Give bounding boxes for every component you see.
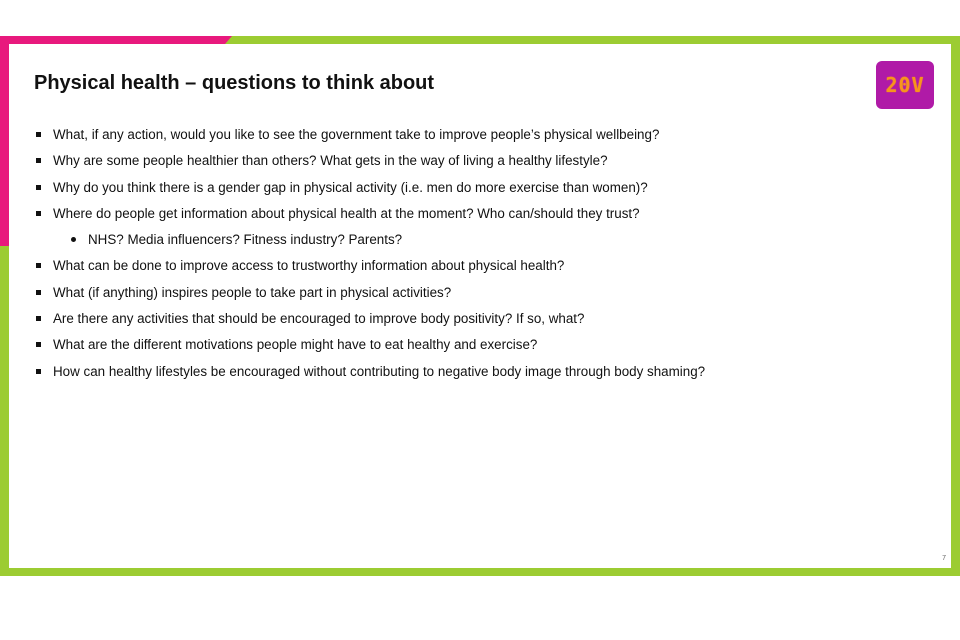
- list-item-text: How can healthy lifestyles be encouraged without contributing to negative body image through body shaming?: [53, 363, 706, 379]
- pink-accent-left: [0, 36, 9, 246]
- list-item-text: What can be done to improve access to trustworthy information about physical health?: [53, 258, 565, 274]
- logo-badge: [876, 61, 934, 109]
- round-bullet-icon: [71, 237, 76, 242]
- slide-content: [9, 44, 951, 568]
- square-bullet-icon: [36, 132, 41, 137]
- square-bullet-icon: [36, 316, 41, 321]
- list-item: [34, 359, 705, 385]
- list-item-text: Are there any activities that should be encouraged to improve body positivity? If so, what?: [53, 311, 585, 327]
- logo-text: 20V: [885, 73, 925, 97]
- page-number: 7: [942, 555, 946, 562]
- list-item: [34, 332, 705, 358]
- pink-accent-top: [0, 36, 232, 44]
- sub-list-item: [34, 227, 705, 253]
- square-bullet-icon: [36, 369, 41, 374]
- list-item: [34, 306, 705, 332]
- list-item: [34, 201, 705, 227]
- square-bullet-icon: [36, 158, 41, 163]
- list-item-text: Where do people get information about physical health at the moment? Who can/should they trust?: [53, 205, 640, 221]
- list-item: [34, 175, 705, 201]
- list-item-text: What, if any action, would you like to see the government take to improve people’s physical wellbeing?: [53, 127, 660, 142]
- list-item-text: What (if anything) inspires people to take part in physical activities?: [53, 284, 452, 300]
- list-item-text: Why are some people healthier than others? What gets in the way of living a healthy lifestyle?: [53, 153, 608, 169]
- list-item-text: Why do you think there is a gender gap in physical activity (i.e. men do more exercise than women)?: [53, 179, 648, 195]
- square-bullet-icon: [36, 290, 41, 295]
- list-item: [34, 253, 705, 279]
- question-list: [34, 122, 705, 385]
- square-bullet-icon: [36, 211, 41, 216]
- square-bullet-icon: [36, 185, 41, 190]
- slide-frame: [0, 36, 960, 576]
- list-item: [34, 148, 705, 174]
- list-item: [34, 122, 705, 148]
- slide-title: Physical health – questions to think about: [34, 72, 435, 94]
- list-item-text: What are the different motivations people might have to eat healthy and exercise?: [53, 337, 538, 353]
- square-bullet-icon: [36, 342, 41, 347]
- list-item: [34, 280, 705, 306]
- list-item-text: NHS? Media influencers? Fitness industry? Parents?: [88, 232, 403, 248]
- square-bullet-icon: [36, 263, 41, 268]
